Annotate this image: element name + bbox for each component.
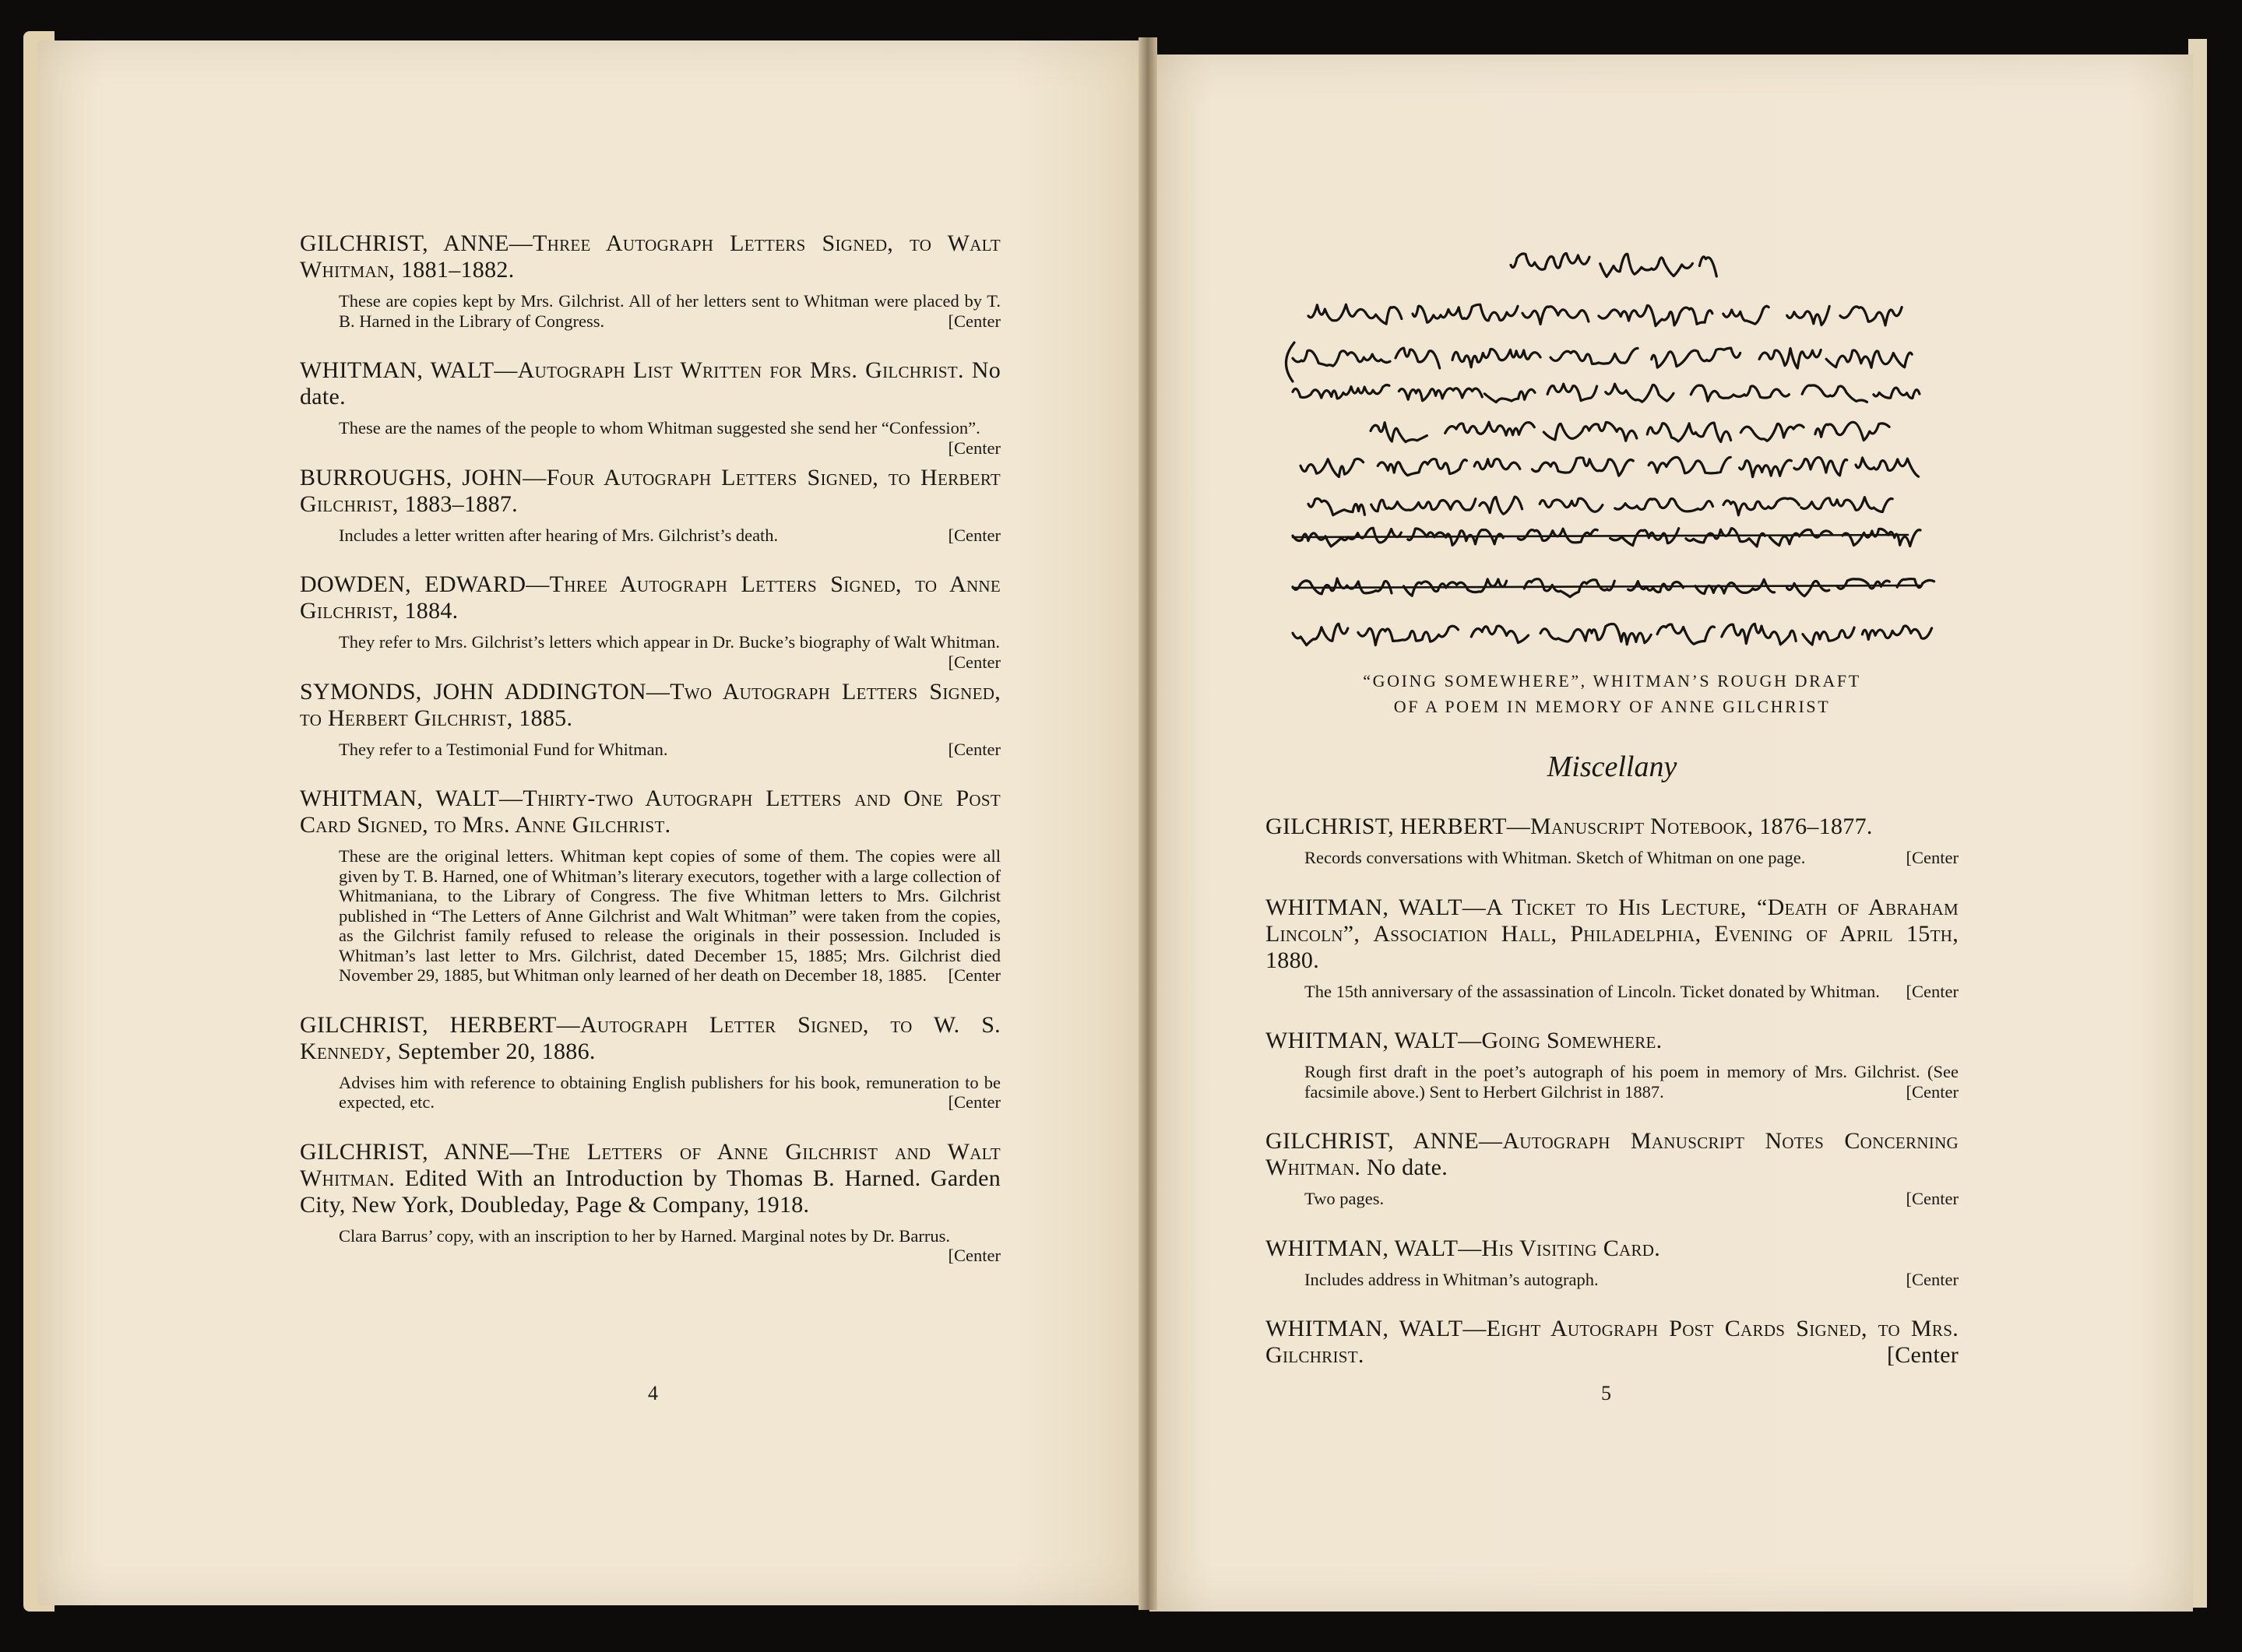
heading-text: WHITMAN, WALT— <box>1265 894 1487 920</box>
heading-text: BURROUGHS, JOHN— <box>300 464 547 490</box>
entry-heading <box>300 571 1001 624</box>
catalog-entry <box>300 1138 1001 1265</box>
entry-location: [Center <box>1906 1081 1959 1102</box>
entry-location: [Center <box>948 965 1001 985</box>
caption-line-2: OF A POEM IN MEMORY OF ANNE GILCHRIST <box>1393 697 1831 716</box>
heading-text: GILCHRIST, ANNE— <box>300 230 533 256</box>
catalog-entry <box>300 465 1001 546</box>
heading-text: Three Autograph Letters Signed, to Walt Whitman <box>300 230 1001 283</box>
heading-text: , 1884. <box>392 598 459 624</box>
entry-note <box>339 1225 1001 1265</box>
catalog-entry <box>300 1012 1001 1112</box>
entry-heading <box>1265 814 1959 840</box>
entry-note <box>1304 848 1959 868</box>
note-text: These are copies kept by Mrs. Gilchrist. All of her letters sent to Whitman were placed by T. B. Harned in the Library of Congress. <box>339 291 1001 331</box>
entry-heading <box>300 357 1001 410</box>
catalog-entry <box>300 679 1001 760</box>
catalog-entry <box>1265 895 1959 1002</box>
entry-location: [Center <box>948 1246 1001 1265</box>
entry-heading <box>300 1139 1001 1218</box>
entry-note <box>339 291 1001 331</box>
heading-text: Three Autograph Letters Signed, to Anne Gilchrist <box>300 571 1001 624</box>
catalog-entry <box>1265 1128 1959 1209</box>
note-text: Clara Barrus’ copy, with an inscription to her by Harned. Marginal notes by Dr. Barrus. <box>339 1225 951 1246</box>
entry-heading <box>300 679 1001 732</box>
heading-text: , September 20, 1886. <box>385 1038 596 1064</box>
entry-note <box>1304 1062 1959 1102</box>
entry-heading <box>1265 1028 1959 1054</box>
book-gutter <box>1139 37 1157 1610</box>
heading-text: . Edited With an Introduction by Thomas B. Harned. Garden City, New York, Doubleday, Page & Company, 1918. <box>300 1165 1001 1218</box>
entry-note <box>339 418 1001 458</box>
entry-note <box>1304 1189 1959 1209</box>
heading-text: Manuscript Notebook <box>1530 814 1747 839</box>
catalog-entry <box>1265 814 1959 868</box>
catalog-entry <box>300 357 1001 458</box>
page-number-right: 5 <box>1601 1382 1611 1404</box>
facsimile-caption <box>1246 668 1978 719</box>
note-text: Includes address in Whitman’s autograph. <box>1304 1269 1599 1289</box>
entry-note <box>339 1073 1001 1112</box>
entry-note <box>1304 1270 1959 1290</box>
heading-text: Autograph Letter Signed, to W. S. Kennedy <box>300 1011 1001 1064</box>
entry-heading <box>300 230 1001 283</box>
note-text: Includes a letter written after hearing of Mrs. Gilchrist’s death. <box>339 525 779 545</box>
heading-text: His Visiting Card <box>1481 1235 1655 1261</box>
note-text: These are the original letters. Whitman kept copies of some of them. The copies were all given by T. B. Harned, one of Whitman’s literary executors, together with a large collection of Whitmaniana, to the Library of Congress. The five Whitman letters to Mrs. Gilchrist published in “The Letters of Anne Gilchrist and Walt Whitman” were taken from the copies, as the Gilchrist family refused to release the originals in their possession. Included is Whitman’s last letter to Mrs. Gilchrist, dated December 15, 1885; Mrs. Gilchrist died November 29, 1885, but Whitman only learned of her death on December 18, 1885. <box>339 846 1001 985</box>
caption-line-1: “GOING SOMEWHERE”, WHITMAN’S ROUGH DRAFT <box>1363 671 1861 691</box>
heading-text: DOWDEN, EDWARD— <box>300 571 550 597</box>
heading-text: Thirty-two Autograph Letters and One Post Card Signed, to Mrs. Anne Gilchrist <box>300 786 1001 838</box>
heading-text: GILCHRIST, ANNE— <box>300 1138 533 1165</box>
heading-text: Association Hall, Philadelphia, Evening of April 15th <box>1373 920 1953 947</box>
note-text: They refer to Mrs. Gilchrist’s letters which appear in Dr. Bucke’s biography of Walt Whitman. <box>339 632 1001 652</box>
catalog-entry <box>300 786 1001 986</box>
heading-text: SYMONDS, JOHN ADDINGTON— <box>300 678 670 705</box>
entry-heading <box>300 1012 1001 1065</box>
entry-location: [Center <box>948 652 1001 672</box>
note-text: Advises him with reference to obtaining English publishers for his book, remuneration to be expected, etc. <box>339 1072 1001 1112</box>
catalog-entry <box>1265 1235 1959 1290</box>
heading-text: . <box>1357 1342 1364 1368</box>
heading-text: The Letters of Anne Gilchrist and Walt Whitman <box>300 1138 1001 1191</box>
entry-heading <box>300 786 1001 838</box>
entry-heading <box>1265 1316 1959 1369</box>
heading-text: , 1885. <box>506 705 573 731</box>
heading-text: A Ticket to His Lecture <box>1486 894 1740 920</box>
heading-text: Autograph List Written for Mrs. Gilchrist <box>517 357 958 383</box>
entry-location: [Center <box>1886 1342 1959 1368</box>
heading-text: . <box>664 812 671 838</box>
note-text: These are the names of the people to whom Whitman suggested she send her “Confession”. <box>339 418 980 438</box>
right-page-entries <box>1265 814 1959 1395</box>
heading-text: WHITMAN, WALT— <box>300 786 523 811</box>
catalog-entry <box>1265 1028 1959 1102</box>
entry-heading <box>1265 1128 1959 1181</box>
heading-text: , 1880. <box>1265 920 1959 973</box>
heading-text: Death of Abraham Lincoln <box>1265 894 1959 947</box>
heading-text: . <box>1654 1235 1661 1261</box>
heading-text: Two Autograph Letters Signed, to Herbert Gilchrist <box>300 678 1001 731</box>
heading-text: WHITMAN, WALT— <box>1265 1316 1487 1341</box>
entry-heading <box>300 465 1001 518</box>
note-text: Rough first draft in the poet’s autograph of his poem in memory of Mrs. Gilchrist. (See facsimile above.) Sent to Herbert Gilchrist in 1887. <box>1304 1062 1959 1102</box>
catalog-entry <box>300 230 1001 331</box>
section-title: Miscellany <box>1547 750 1677 783</box>
entry-location: [Center <box>948 739 1001 759</box>
heading-text: Four Autograph Letters Signed, to Herbert Gilchrist <box>300 464 1001 517</box>
heading-text: . <box>1656 1028 1663 1053</box>
heading-text: GILCHRIST, HERBERT— <box>1265 814 1531 839</box>
heading-text: WHITMAN, WALT— <box>1265 1235 1482 1261</box>
entry-note <box>339 846 1001 986</box>
left-page-entries <box>300 230 1001 1272</box>
heading-text: GILCHRIST, HERBERT— <box>300 1011 580 1038</box>
heading-text: Eight Autograph Post Cards Signed, to Mrs. Gilchrist <box>1265 1316 1959 1368</box>
entry-location: [Center <box>948 311 1001 331</box>
heading-text: ”, <box>1343 920 1374 947</box>
entry-heading <box>1265 895 1959 974</box>
catalog-entry <box>1265 1316 1959 1369</box>
heading-text: , “ <box>1740 894 1768 920</box>
heading-text: Autograph Manuscript Notes Concerning Whitman <box>1265 1128 1959 1180</box>
heading-text: WHITMAN, WALT— <box>300 357 518 383</box>
page-number-left: 4 <box>648 1382 658 1404</box>
heading-text: GILCHRIST, ANNE— <box>1265 1128 1503 1154</box>
note-text: Two pages. <box>1304 1189 1385 1208</box>
heading-text: , 1883–1887. <box>392 490 518 517</box>
note-text: The 15th anniversary of the assassination of Lincoln. Ticket donated by Whitman. <box>1304 981 1880 1001</box>
heading-text: Going Somewhere <box>1481 1028 1656 1053</box>
heading-text: . No date. <box>1354 1155 1448 1180</box>
handwriting-strokes <box>1286 253 1934 645</box>
entry-location: [Center <box>1906 1269 1959 1289</box>
entry-note <box>1304 982 1959 1002</box>
entry-location: [Center <box>948 438 1001 458</box>
entry-location: [Center <box>1906 848 1959 867</box>
heading-text: , 1881–1882. <box>389 257 515 283</box>
entry-location: [Center <box>948 525 1001 545</box>
entry-location: [Center <box>1906 981 1959 1001</box>
catalog-entry <box>300 571 1001 672</box>
entry-note <box>339 525 1001 546</box>
facsimile-manuscript-image <box>1277 234 1939 654</box>
note-text: Records conversations with Whitman. Sketch of Whitman on one page. <box>1304 848 1806 867</box>
entry-location: [Center <box>948 1092 1001 1112</box>
heading-text: WHITMAN, WALT— <box>1265 1028 1482 1053</box>
heading-text: . No date. <box>300 357 1001 409</box>
entry-note <box>339 740 1001 760</box>
note-text: They refer to a Testimonial Fund for Whitman. <box>339 739 668 759</box>
entry-location: [Center <box>1906 1189 1959 1208</box>
heading-text: , 1876–1877. <box>1747 814 1873 839</box>
entry-heading <box>1265 1235 1959 1262</box>
entry-note <box>339 632 1001 672</box>
